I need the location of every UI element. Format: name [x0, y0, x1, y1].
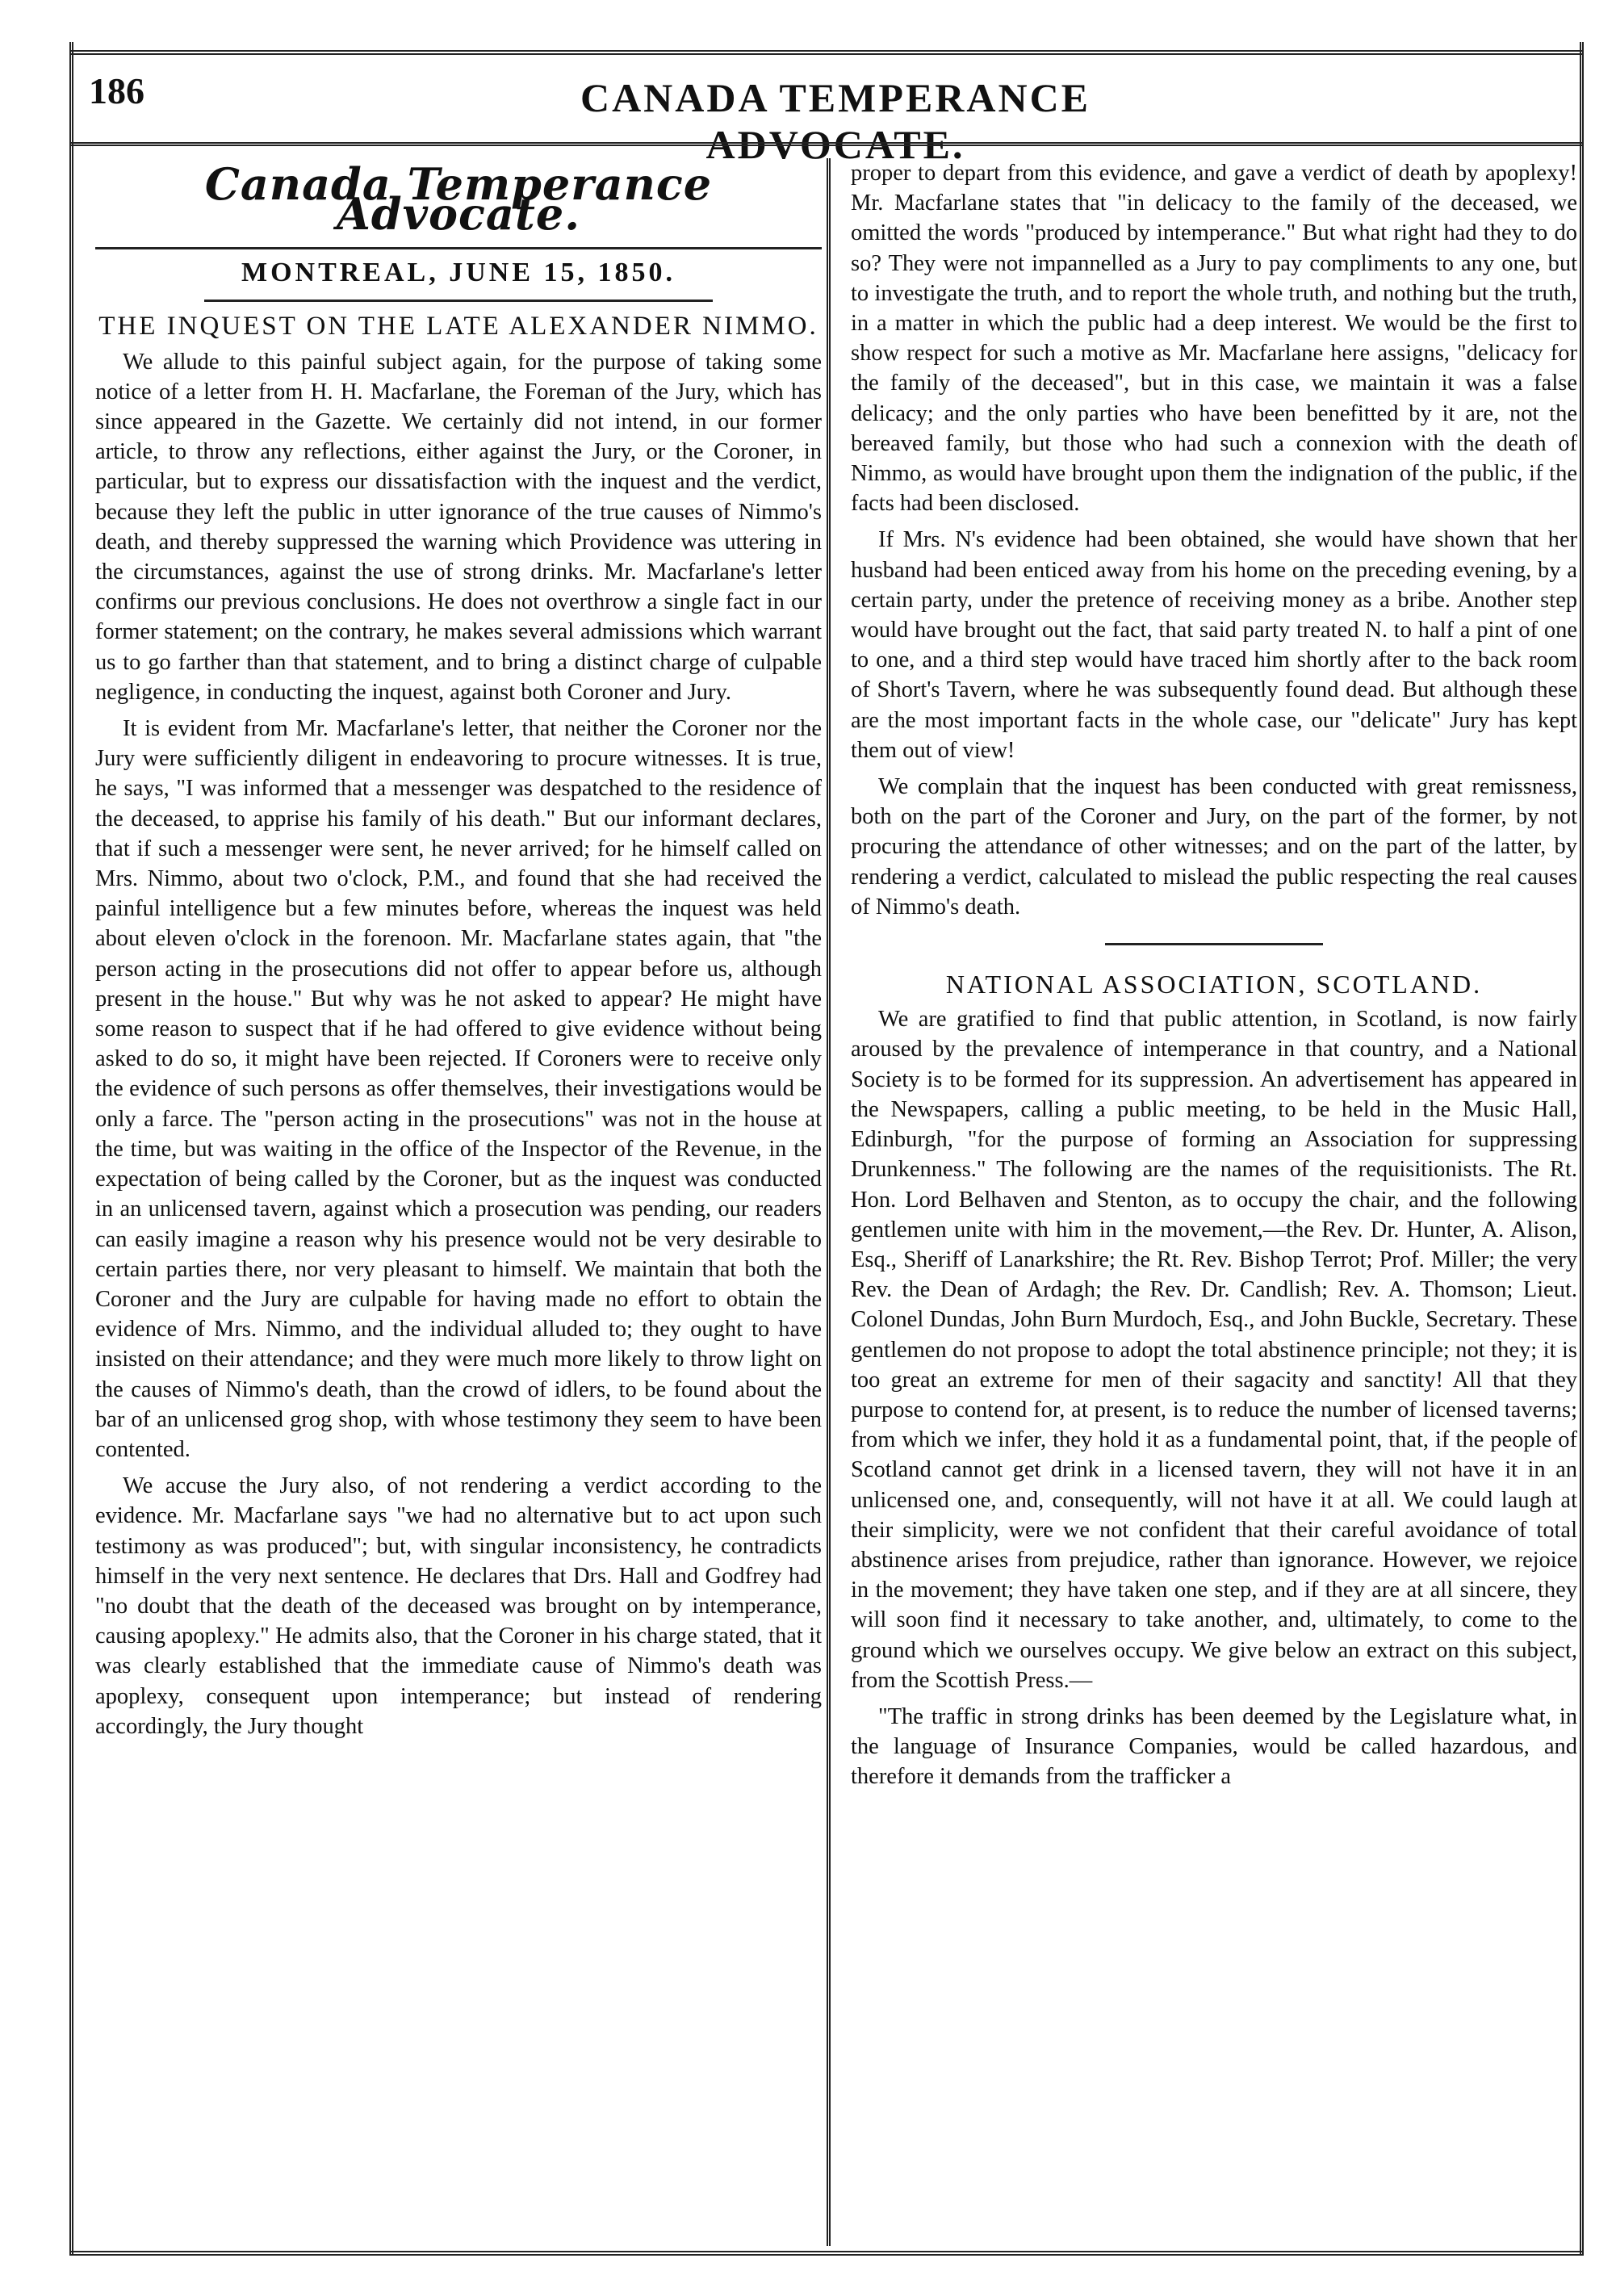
top-rule: [69, 50, 1584, 55]
article-paragraph: It is evident from Mr. Macfarlane's letter, that neither the Coroner nor the Jury were sufficiently diligent in endeavoring to procure witnesses. It is true, he says, "I was informed that a messenger was despatched to the residence of the deceased, to apprise his family of his death." But our informant declares, that if such a messenger were sent, he never arrived; for he himself called on Mrs. Nimmo, about two o'clock, P.M., and found that she had received the painful intelligence but a few minutes before, whereas the inquest was held about eleven o'clock in the forenoon. Mr. Macfarlane states again, that "the person acting in the prosecutions did not offer to appear before us, although present in the house." But why was he not asked to appear? He might have some reason to suspect that if he had offered to give evidence without being asked to do so, it might have been rejected. If Coroners were to receive only the evidence of such persons as offer themselves, their investigations would be only a farce. The "person acting in the prosecutions" was not in the house at the time, but was waiting in the office of the Inspector of the Revenue, in the expectation of being called by the Coroner, but as the inquest was conducted in an unlicensed tavern, against which a prosecution was pending, our readers can easily imagine a reason why his presence would not be very desirable to certain parties there, nor very pleasant to himself. We maintain that both the Coroner and the Jury are culpable for having made no effort to obtain the evidence of Mrs. Nimmo, and the individual alluded to; they ought to have insisted on their attendance; and they were much more likely to throw light on the causes of Nimmo's death, than the crowd of idlers, to be found about the bar of an unlicensed grog shop, with whose testimony they seem to have been contented.: [95, 716, 822, 1462]
dateline: MONTREAL, JUNE 15, 1850.: [241, 258, 676, 288]
section-divider: [1105, 943, 1323, 945]
article-title: THE INQUEST ON THE LATE ALEXANDER NIMMO.: [98, 311, 818, 341]
header-rule: [69, 142, 1584, 146]
article-continuation: proper to depart from this evidence, and gave a verdict of death by apoplexy! Mr. Macfarlane states that "in delicacy to the family of the deceased, we omitted the words "produced by intemperance." But what right had they to do so? They were not impannelled as a Jury to pay compliments to any one, but to investigate the truth, and to report the whole truth, and nothing but the truth, in a matter in which the public had a deep interest. We would be the first to show respect for such a motive as Mr. Macfarlane here assigns, "delicacy for the family of the deceased", but in this case, we maintain it was a false delicacy; and the only parties who have been benefitted by it are, not the bereaved family, but those who had such a connexion with the death of Nimmo, as would have brought upon them the indignation of the public, if the facts had been disclosed.: [851, 161, 1577, 517]
masthead-rule: [95, 247, 822, 249]
left-column: [95, 158, 822, 1748]
right-column: [851, 158, 1577, 1799]
bottom-rule: [69, 2251, 1584, 2256]
section-title: NATIONAL ASSOCIATION, SCOTLAND.: [945, 970, 1483, 999]
column-divider: [827, 158, 831, 2246]
article-paragraph: We allude to this painful subject again, for the purpose of taking some notice of a letter from H. H. Macfarlane, the Foreman of the Jury, which has since appeared in the Gazette. We certainly did not intend, in our former article, to throw any reflections, either against the Jury, or the Coroner, in particular, but to express our dissatisfaction with the inquest and the verdict, because they left the public in utter ignorance of the true causes of Nimmo's death, and thereby suppressed the warning which Providence was uttering in the circumstances, against the use of strong drinks. Mr. Macfarlane's letter confirms our previous conclusions. He does not overthrow a single fact in our former statement; on the contrary, he makes several admissions which warrant us to go farther than that statement, and to bring a distinct charge of culpable negligence, in conducting the inquest, against both Coroner and Jury.: [95, 349, 822, 705]
article-paragraph: If Mrs. N's evidence had been obtained, she would have shown that her husband had been enticed away from his home on the preceding evening, by a certain party, under the pretence of receiving money as a bribe. Another step would have brought out the fact, that said party treated N. to half a pint of one to one, and a third step would have traced him shortly after to the back room of Short's Tavern, where he was subsequently found dead. But although these are the most important facts in the whole case, our "delicate" Jury has kept them out of view!: [851, 527, 1577, 763]
masthead: Canada Temperance Advocate.: [204, 158, 713, 241]
article-paragraph: We accuse the Jury also, of not rendering a verdict according to the evidence. Mr. Macfarlane says "we had no alternative but to act upon such testimony as was produced"; but, with singular inconsistency, he contradicts himself in the very next sentence. He declares that Drs. Hall and Godfrey had "no doubt that the death of the deceased was brought on by intemperance, causing apoplexy." He admits also, that the Coroner in his charge stated, that it was clearly established that the immediate cause of Nimmo's death was apoplexy, consequent upon intemperance; but instead of rendering accordingly, the Jury thought: [95, 1473, 822, 1739]
quoted-paragraph: "The traffic in strong drinks has been deemed by the Legislature what, in the language of Insurance Companies, would be called hazardous, and therefore it demands from the trafficker a: [851, 1703, 1577, 1790]
dateline-rule: [204, 300, 713, 302]
article-paragraph: We are gratified to find that public attention, in Scotland, is now fairly aroused by the prevalence of intemperance in that country, and a National Society is to be formed for its suppression. An advertisement has appeared in the Newspapers, calling a public meeting, to be held in the Music Hall, Edinburgh, "for the purpose of forming an Association for suppressing Drunkenness." The following are the names of the requisitionists. The Rt. Hon. Lord Belhaven and Stenton, as to occupy the chair, and the following gentlemen unite with him in the movement,—the Rev. Dr. Hunter, A. Alison, Esq., Sheriff of Lanarkshire; the Rt. Rev. Bishop Terrot; Prof. Miller; the very Rev. the Dean of Ardagh; the Rev. Dr. Candlish; Rev. A. Thomson; Lieut. Colonel Dundas, John Burn Murdoch, Esq., and John Buckle, Secretary. These gentlemen do not propose to adopt the total abstinence principle; not they; it is too great an extreme for men of their sagacity and sanctity! All that they purpose to contend for, at present, is to reduce the number of licensed taverns; from which we infer, they hold it as a fundamental point, that, if the people of Scotland cannot get drink in a licensed tavern, they will not have it in an unlicensed one, and, consequently, will not have it at all. We could laugh at their simplicity, were we not confident that their careful avoidance of total abstinence arises from prejudice, rather than ignorance. However, we rejoice in the movement; they have taken one step, and if they are at all sincere, they will soon find it necessary to take another, and, ultimately, to come to the ground which we ourselves occupy. We give below an extract on this subject, from the Scottish Press.—: [851, 1007, 1577, 1693]
page-number: 186: [89, 70, 144, 111]
article-paragraph: We complain that the inquest has been conducted with great remissness, both on the part of the Coroner and Jury, on the part of the former, by not procuring the attendance of other witnesses; and on the part of the latter, by rendering a verdict, calculated to mislead the public respecting the real causes of Nimmo's death.: [851, 774, 1577, 920]
running-title: CANADA TEMPERANCE ADVOCATE.: [580, 75, 1091, 167]
